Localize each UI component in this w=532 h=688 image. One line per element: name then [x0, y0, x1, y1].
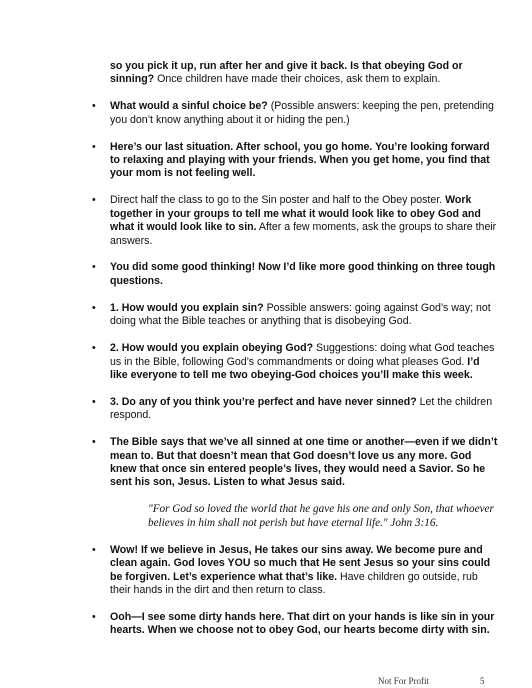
page-number: 5: [480, 676, 485, 686]
body-text: Have children go outside, rub their hands in the dirt and then return to class.: [110, 570, 478, 597]
bullet-icon: •: [92, 100, 96, 113]
bullet-icon: •: [92, 395, 96, 408]
body-text: (Possible answers: keeping the pen, pretending you don’t know anything about it or hiding the pen.): [110, 100, 494, 126]
bullet-paragraph: [92, 611, 500, 638]
body-text: Suggestions: doing what God teaches us in the Bible, following God’s commandments or doing what pleases God.: [110, 342, 495, 368]
body-text: Possible answers: going against God’s way; not doing what the Bible teaches or anything that is disobeying God.: [110, 301, 491, 328]
body-text: Let the children respond.: [110, 395, 493, 422]
bullet-icon: •: [92, 543, 96, 556]
scripture-quote: "For God so loved the world that he gave his one and only Son, that whoever believes in him shall not perish but have eternal life." John 3:16.: [148, 503, 494, 529]
bold-text: You did some good thinking! Now I’d like more good thinking on three tough questions.: [110, 261, 496, 287]
bold-text: Work together in your groups to tell me what it would look like to obey God and what it would look like to sin.: [110, 194, 481, 234]
bold-text: The Bible says that we’ve all sinned at one time or another—even if we didn’t mean to. But that doesn’t mean that God doesn’t love us any more. God knew that once sin entered people’s lives, they would need a Savior. So he sent his son, Jesus. Listen to what Jesus said.: [110, 436, 498, 489]
bold-text: I’d like everyone to tell me two obeying-God choices you’ll make this week.: [110, 355, 480, 381]
continuation-paragraph: [92, 60, 500, 87]
body-text: Direct half the class to go to the Sin poster and half to the Obey poster.: [110, 194, 446, 207]
bullet-paragraph: [92, 261, 500, 288]
bullet-icon: •: [92, 301, 96, 314]
bold-text: Here’s our last situation. After school, you go home. You’re looking forward to relaxing and playing with your friends. When you get home, you find that your mom is not feeling well.: [110, 140, 490, 180]
bullet-icon: •: [92, 436, 96, 449]
bullet-paragraph: [92, 100, 500, 127]
bold-text: Ooh—I see some dirty hands here. That dirt on your hands is like sin in your hearts. When we choose not to obey God, our hearts become dirty with sin.: [110, 611, 495, 637]
body-text: After a few moments, ask the groups to share their answers.: [110, 221, 497, 247]
bold-text: 2. How would you explain obeying God?: [110, 342, 314, 355]
bullet-paragraph: [92, 396, 500, 423]
paragraph-group-2: [92, 544, 500, 638]
paragraph-group-1: [92, 60, 500, 490]
bullet-icon: •: [92, 342, 96, 355]
bullet-paragraph: [92, 141, 500, 181]
footer-label: Not For Profit: [378, 676, 430, 686]
bullet-paragraph: [92, 544, 500, 598]
bold-text: 3. Do any of you think you’re perfect and have never sinned?: [110, 395, 417, 408]
bullet-paragraph: [92, 302, 500, 329]
lesson-content: [92, 60, 500, 651]
body-text: Once children have made their choices, ask them to explain.: [154, 73, 441, 86]
bullet-paragraph: [92, 194, 500, 248]
bold-text: Wow! If we believe in Jesus, He takes our sins away. We become pure and clean again. God loves YOU so much that He sent Jesus so your sins could be forgiven. Let’s experience what that’s like.: [110, 543, 491, 583]
bullet-paragraph: [92, 342, 500, 382]
bullet-paragraph: [92, 436, 500, 490]
bold-text: so you pick it up, run after her and give it back. Is that obeying God or sinning?: [110, 60, 463, 86]
bold-text: What would a sinful choice be?: [110, 100, 268, 113]
bullet-icon: •: [92, 140, 96, 153]
bullet-icon: •: [92, 261, 96, 274]
bullet-icon: •: [92, 611, 96, 624]
bold-text: 1. How would you explain sin?: [110, 301, 264, 314]
bullet-icon: •: [92, 194, 96, 207]
